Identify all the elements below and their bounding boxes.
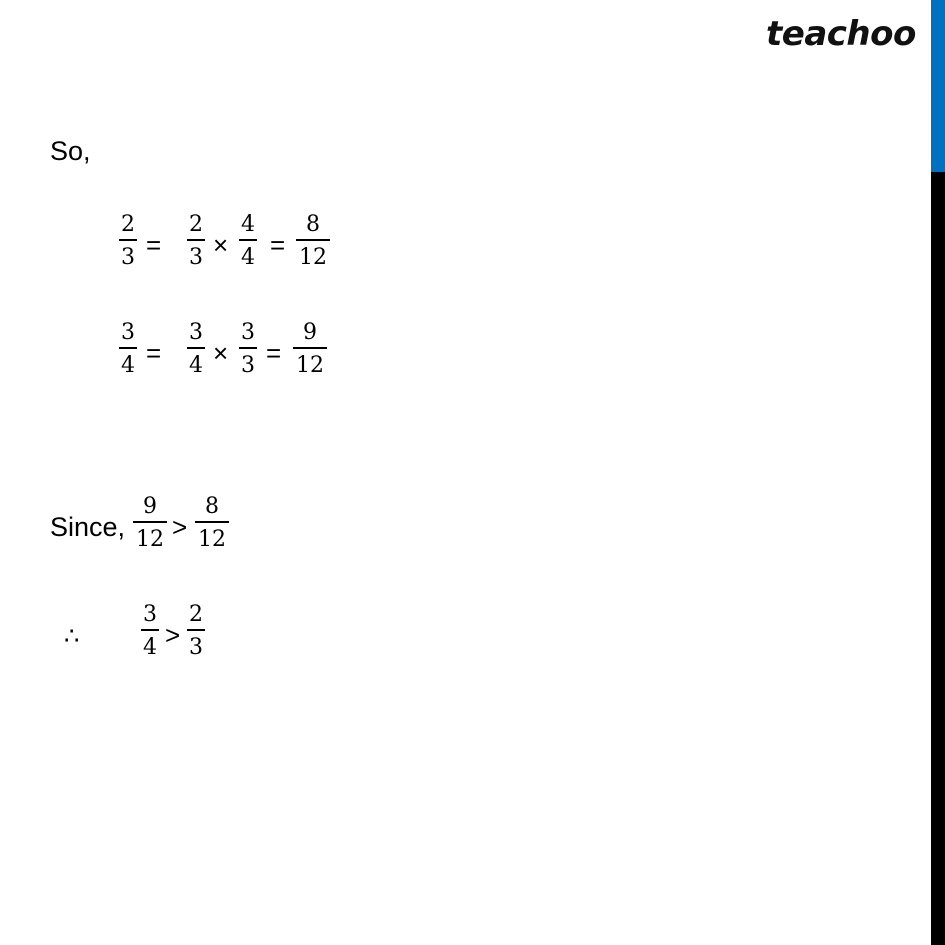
comparison-right-fraction [192, 496, 232, 551]
fraction-denominator: 4 [143, 635, 157, 660]
eq1-factor1-fraction [176, 214, 216, 269]
fraction-numerator: 2 [189, 212, 203, 237]
fraction-denominator: 3 [189, 635, 203, 660]
fraction-denominator: 4 [121, 353, 135, 378]
eq2-lhs-fraction [108, 322, 148, 377]
conclusion-right-fraction [176, 604, 216, 659]
times-sign: × [213, 338, 229, 368]
so-label: So, [50, 136, 91, 166]
since-label: Since, [50, 512, 126, 542]
comparison-left-fraction [130, 496, 170, 551]
fraction-denominator: 4 [241, 245, 255, 270]
sidebar-accent [931, 0, 945, 172]
equals-sign: = [146, 230, 162, 260]
fraction-denominator: 3 [189, 245, 203, 270]
eq1-lhs-fraction [108, 214, 148, 269]
fraction-numerator: 3 [121, 320, 135, 345]
eq2-factor1-fraction [176, 322, 216, 377]
eq2-factor2-fraction [228, 322, 268, 377]
fraction-denominator: 12 [299, 245, 327, 270]
equals-sign: = [270, 230, 286, 260]
fraction-numerator: 4 [241, 212, 255, 237]
fraction-denominator: 12 [198, 527, 226, 552]
fraction-numerator: 3 [189, 320, 203, 345]
fraction-numerator: 9 [143, 494, 157, 519]
fraction-denominator: 4 [189, 353, 203, 378]
fraction-numerator: 8 [306, 212, 320, 237]
equals-sign: = [146, 338, 162, 368]
fraction-numerator: 3 [143, 602, 157, 627]
fraction-numerator: 3 [241, 320, 255, 345]
fraction-numerator: 8 [205, 494, 219, 519]
times-sign: × [213, 230, 229, 260]
equals-sign: = [266, 338, 282, 368]
eq1-factor2-fraction [228, 214, 268, 269]
fraction-denominator: 12 [296, 353, 324, 378]
fraction-numerator: 2 [189, 602, 203, 627]
greater-than-sign: > [165, 620, 181, 650]
eq1-result-fraction [293, 214, 333, 269]
therefore-symbol: ∴ [64, 622, 80, 650]
fraction-denominator: 3 [241, 353, 255, 378]
greater-than-sign: > [172, 512, 188, 542]
fraction-numerator: 9 [303, 320, 317, 345]
fraction-denominator: 12 [136, 527, 164, 552]
eq2-result-fraction [290, 322, 330, 377]
fraction-numerator: 2 [121, 212, 135, 237]
teachoo-logo: teachoo [766, 14, 916, 54]
conclusion-left-fraction [130, 604, 170, 659]
right-sidebar [931, 0, 945, 945]
fraction-denominator: 3 [121, 245, 135, 270]
